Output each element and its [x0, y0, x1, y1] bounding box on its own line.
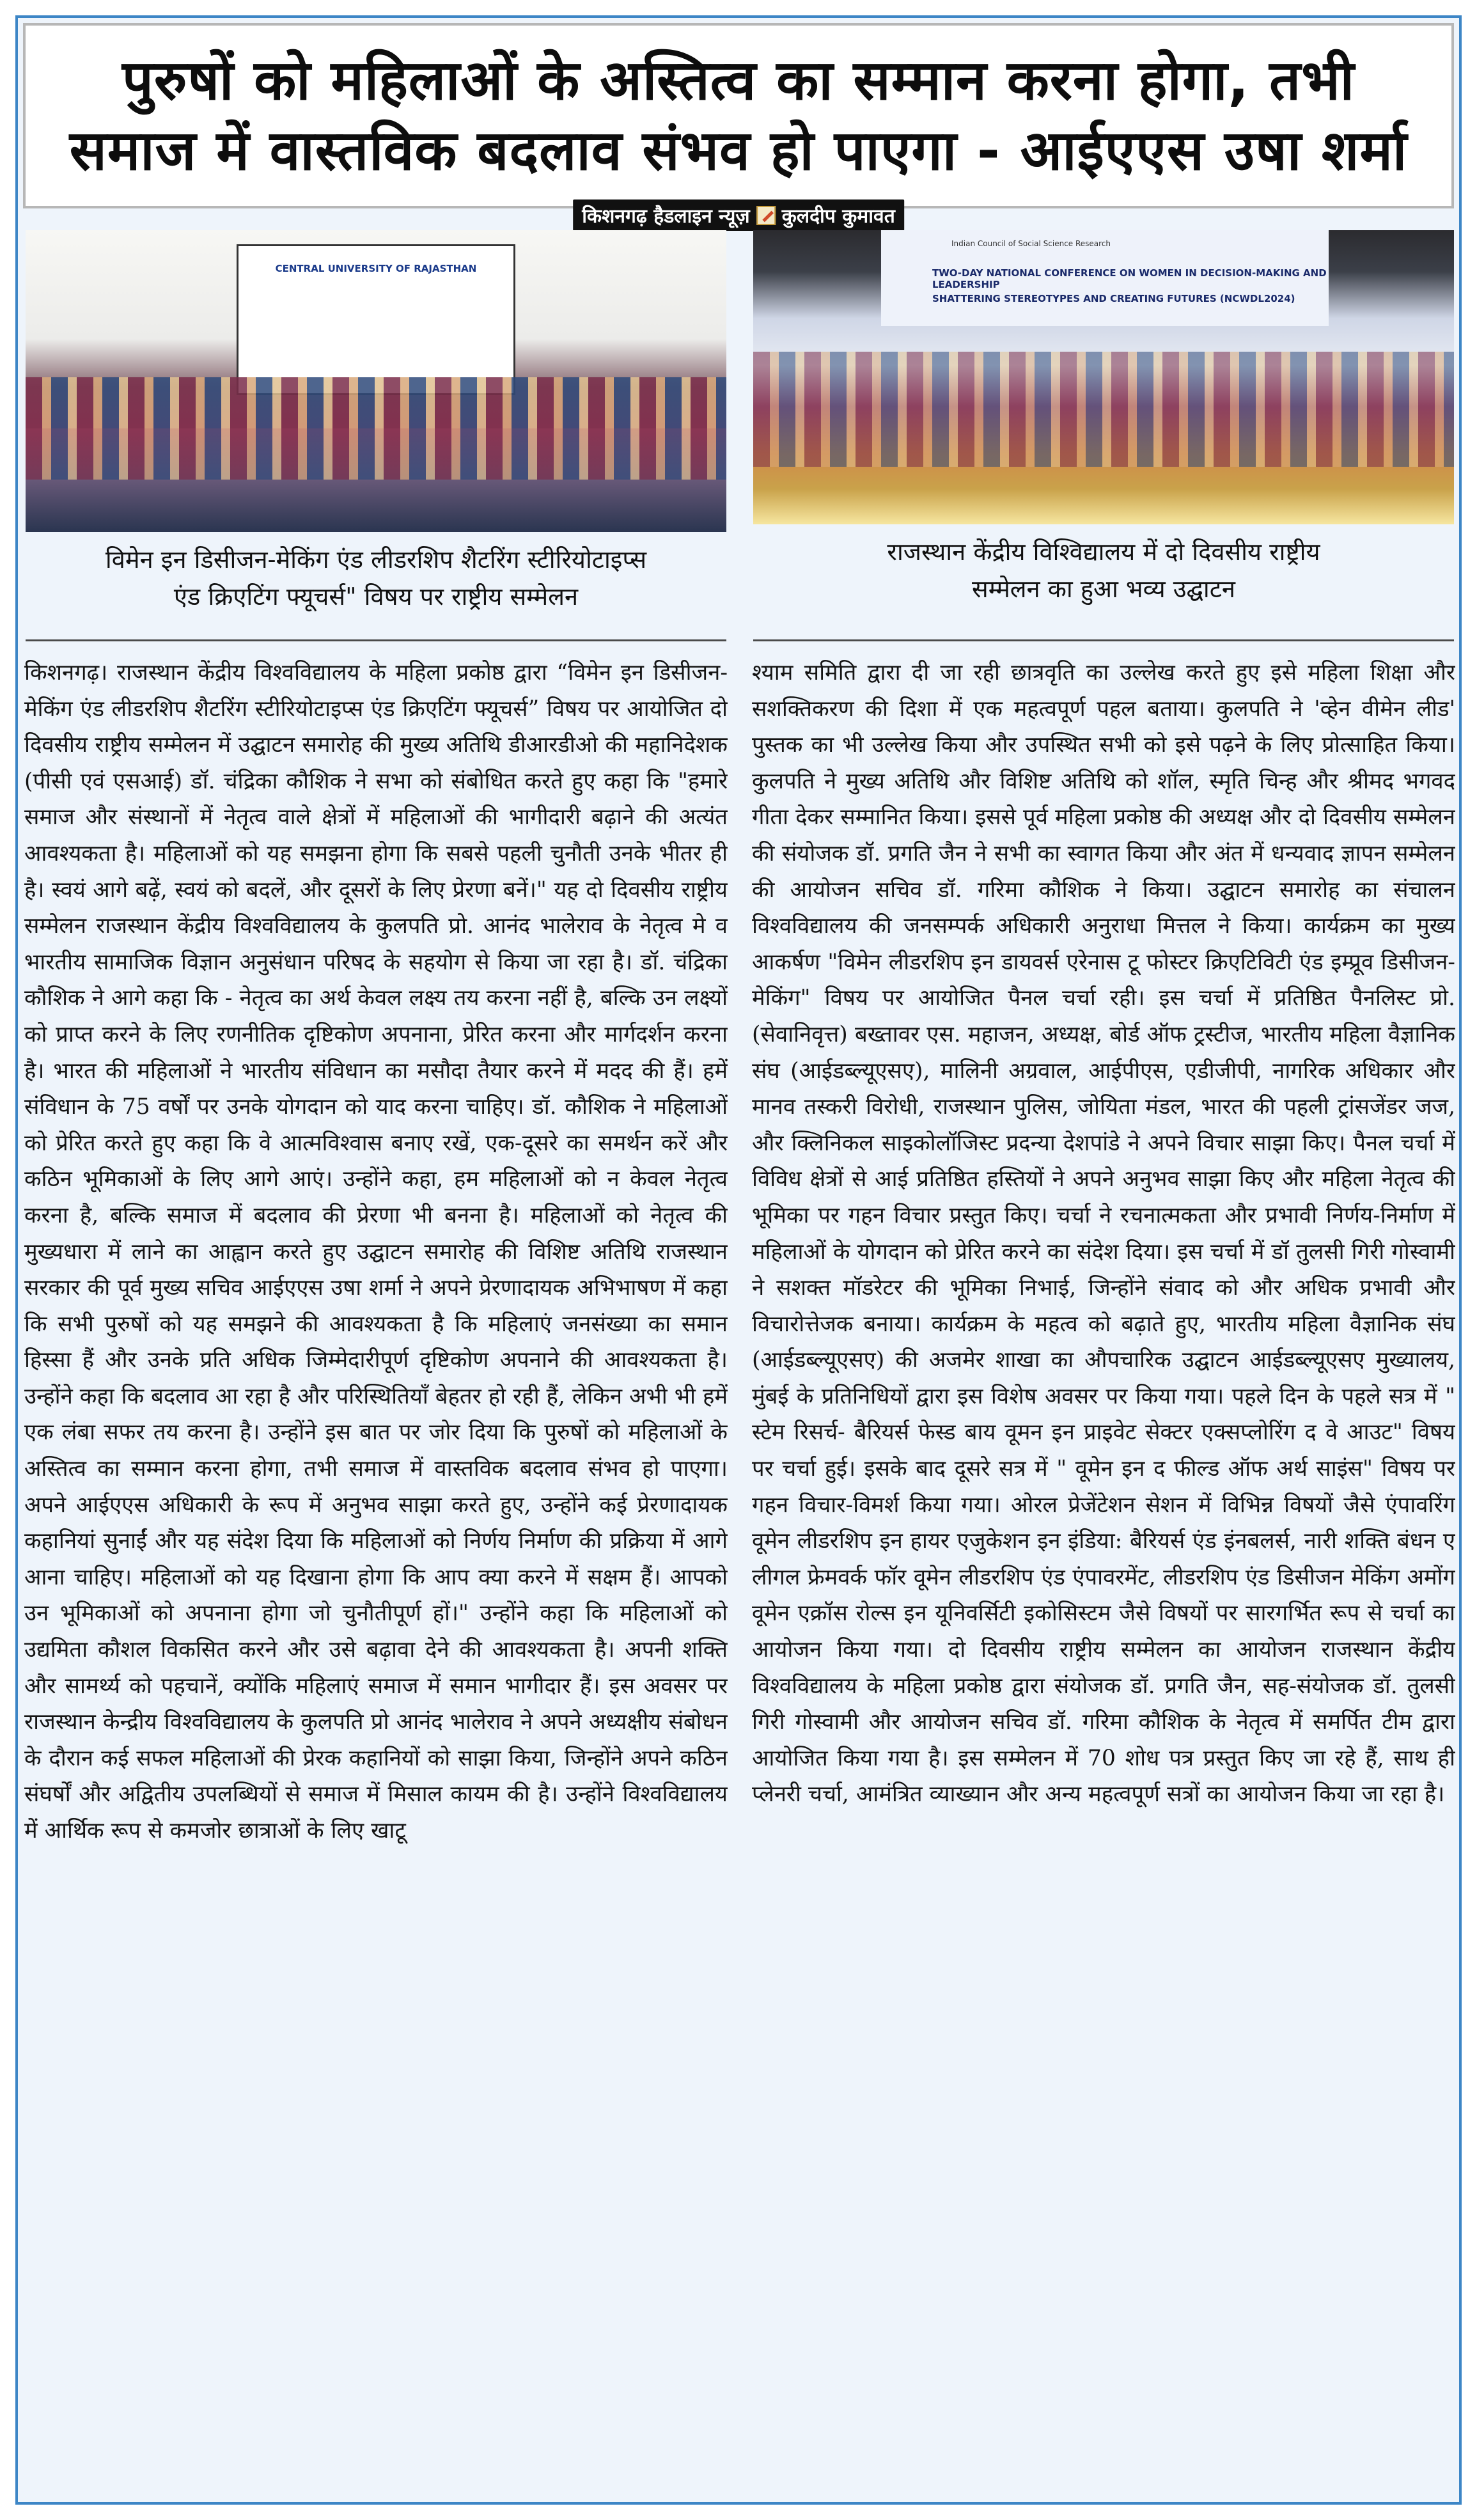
- photo-group-conference: [26, 230, 726, 532]
- divider-right: [753, 639, 1454, 641]
- byline: [573, 200, 904, 231]
- article-column-left: किशनगढ़। राजस्थान केंद्रीय विश्वविद्यालय के महिला प्रकोष्ठ द्वारा “विमेन इन डिसीजन-मेकिंग एंड लीडरशिप शैटरिंग स्टीरियोटाइप्स एंड क्रिएटिंग फ्यूचर्स” विषय पर आयोजित दो दिवसीय राष्ट्रीय सम्मेलन में उद्घाटन समारोह की मुख्य अतिथि डीआरडीओ की महानिदेशक (पीसी एवं एसआई) डॉ. चंद्रिका कौशिक ने सभा को संबोधित करते हुए कहा कि "हमारे समाज और संस्थानों में नेतृत्व वाले क्षेत्रों में महिलाओं की भागीदारी बढ़ाने की अत्यंत आवश्यकता है। महिलाओं को यह समझना होगा कि सबसे पहली चुनौती उनके भीतर ही है। स्वयं आगे बढ़ें, स्वयं को बदलें, और दूसरों के लिए प्रेरणा बनें।" यह दो दिवसीय राष्ट्रीय सम्मेलन राजस्थान केंद्रीय विश्वविद्यालय के कुलपति प्रो. आनंद भालेराव के नेतृत्व मे व भारतीय सामाजिक विज्ञान अनुसंधान परिषद के सहयोग से किया जा रहा है। डॉ. चंद्रिका कौशिक ने आगे कहा कि - नेतृत्व का अर्थ केवल लक्ष्य तय करना नहीं है, बल्कि उन लक्ष्यों को प्राप्त करने के लिए रणनीतिक दृष्टिकोण अपनाना, प्रेरित करना और मार्गदर्शन करना है। भारत की महिलाओं ने भारतीय संविधान का मसौदा तैयार करने में मदद की हैं। हमें संविधान के 75 वर्षों पर उनके योगदान को याद करना चाहिए। डॉ. कौशिक ने महिलाओं को प्रेरित करते हुए कहा कि वे आत्मविश्वास बनाए रखें, एक-दूसरे का समर्थन करें और कठिन भूमिकाओं के लिए आगे आएं। उन्होंने कहा, हम महिलाओं को न केवल नेतृत्व करना है, बल्कि समाज में बदलाव की प्रेरणा भी बनना है। महिलाओं को नेतृत्व की मुख्यधारा में लाने का आह्वान करते हुए उद्घाटन समारोह की विशिष्ट अतिथि राजस्थान सरकार की पूर्व मुख्य सचिव आईएएस उषा शर्मा ने अपने प्रेरणादायक अभिभाषण में कहा कि सभी पुरुषों को यह समझने की आवश्यकता है कि महिलाएं जनसंख्या का समान हिस्सा हैं और उनके प्रति अधिक जिम्मेदारीपूर्ण दृष्टिकोण अपनाने की आवश्यकता है। उन्होंने कहा कि बदलाव आ रहा है और परिस्थितियाँ बेहतर हो रही हैं, लेकिन अभी भी हमें एक लंबा सफर तय करना है। उन्होंने इस बात पर जोर दिया कि पुरुषों को महिलाओं के अस्तित्व का सम्मान करना होगा, तभी समाज में वास्तविक बदलाव संभव हो पाएगा। अपने आईएएस अधिकारी के रूप में अनुभव साझा करते हुए, उन्होंने कई प्रेरणादायक कहानियां सुनाईं और यह संदेश दिया कि महिलाओं को निर्णय निर्माण की प्रक्रिया में आगे आना चाहिए। महिलाओं को यह दिखाना होगा कि आप क्या करने में सक्षम हैं। आपको उन भूमिकाओं को अपनाना होगा जो चुनौतीपूर्ण हों।" उन्होंने कहा कि महिलाओं को उद्यमिता कौशल विकसित करने और उसे बढ़ावा देने की आवश्यकता है। अपनी शक्ति और सामर्थ्य को पहचानें, क्योंकि महिलाएं समाज में समान भागीदार हैं। इस अवसर पर राजस्थान केन्द्रीय विश्वविद्यालय के कुलपति प्रो आनंद भालेराव ने अपने अध्यक्षीय संबोधन के दौरान कई सफल महिलाओं की प्रेरक कहानियों को साझा किया, जिन्होंने अपने कठिन संघर्षों और अद्वितीय उपलब्धियों से समाज में मिसाल कायम की है। उन्होंने विश्वविद्यालय में आर्थिक रूप से कमजोर छात्राओं के लिए खाटू: [24, 660, 728, 1843]
- crowd-back-row: [26, 377, 726, 428]
- photo-inauguration: [753, 230, 1454, 524]
- pen-note-icon: [756, 206, 776, 225]
- banner-line-3: SHATTERING STEREOTYPES AND CREATING FUTURES (NCWDL2024): [932, 293, 1295, 304]
- headline-line-1: पुरुषों को महिलाओं के अस्तित्व का सम्मान करना होगा, तभी: [122, 49, 1355, 113]
- headline-box: [23, 23, 1454, 208]
- caption-right-line-2: सम्मेलन का हुआ भव्य उद्घाटन: [972, 575, 1235, 603]
- banner-line-2: TWO-DAY NATIONAL CONFERENCE ON WOMEN IN DECISION-MAKING AND LEADERSHIP: [932, 267, 1327, 290]
- divider-left: [26, 639, 726, 641]
- caption-left: [26, 541, 726, 615]
- caption-left-line-2: एंड क्रिएटिंग फ्यूचर्स" विषय पर राष्ट्रीय सम्मेलन: [173, 583, 579, 611]
- banner-line-1: Indian Council of Social Science Research: [951, 239, 1111, 248]
- conference-banner: [881, 230, 1329, 326]
- crowd-front-row: [26, 428, 726, 480]
- article-column-right: श्याम समिति द्वारा दी जा रही छात्रवृति का उल्लेख करते हुए इसे महिला शिक्षा और सशक्तिकरण की दिशा में एक महत्वपूर्ण पहल बताया। कुलपति ने 'व्हेन वीमेन लीड' पुस्तक का भी उल्लेख किया और उपस्थित सभी को इसे पढ़ने के लिए प्रोत्साहित किया। कुलपति ने मुख्य अतिथि और विशिष्ट अतिथि को शॉल, स्मृति चिन्ह और श्रीमद भगवद गीता देकर सम्मानित किया। इससे पूर्व महिला प्रकोष्ठ की अध्यक्ष और दो दिवसीय सम्मेलन की संयोजक डॉ. प्रगति जैन ने सभी का स्वागत किया और अंत में धन्यवाद ज्ञापन सम्मेलन की आयोजन सचिव डॉ. गरिमा कौशिक ने किया। उद्घाटन समारोह का संचालन विश्वविद्यालय की जनसम्पर्क अधिकारी अनुराधा मित्तल ने किया। कार्यक्रम का मुख्य आकर्षण "विमेन लीडरशिप इन डायवर्स एरेनास टू फोस्टर क्रिएटिविटी एंड इम्प्रूव डिसीजन-मेकिंग" विषय पर आयोजित पैनल चर्चा रही। इस चर्चा में प्रतिष्ठित पैनलिस्ट प्रो. (सेवानिवृत्त) बख्तावर एस. महाजन, अध्यक्ष, बोर्ड ऑफ ट्रस्टीज, भारतीय महिला वैज्ञानिक संघ (आईडब्ल्यूएसए), मालिनी अग्रवाल, आईपीएस, एडीजीपी, नागरिक अधिकार और मानव तस्करी विरोधी, राजस्थान पुलिस, जोयिता मंडल, भारत की पहली ट्रांसजेंडर जज, और क्लिनिकल साइकोलॉजिस्ट प्रदन्या देशपांडे ने अपने विचार साझा किए। पैनल चर्चा में विविध क्षेत्रों से आई प्रतिष्ठित हस्तियों ने अपने अनुभव साझा किए और महिला नेतृत्व की भूमिका पर गहन विचार प्रस्तुत किए। चर्चा ने रचनात्मकता और प्रभावी निर्णय-निर्माण में महिलाओं के योगदान को प्रेरित करने का संदेश दिया। इस चर्चा में डॉ तुलसी गिरी गोस्वामी ने सशक्त मॉडरेटर की भूमिका निभाई, जिन्होंने संवाद को और अधिक प्रभावी और विचारोत्तेजक बनाया। कार्यक्रम के महत्व को बढ़ाते हुए, भारतीय महिला वैज्ञानिक संघ (आईडब्ल्यूएसए) की अजमेर शाखा का औपचारिक उद्घाटन आईडब्ल्यूएसए मुख्यालय, मुंबई के प्रतिनिधियों द्वारा इस विशेष अवसर पर किया गया। पहले दिन के पहले सत्र में " स्टेम रिसर्च- बैरियर्स फेस्ड बाय वूमन इन प्राइवेट सेक्टर एक्सप्लोरिंग द वे आउट" विषय पर चर्चा हुई। इसके बाद दूसरे सत्र में " वूमेन इन द फील्ड ऑफ अर्थ साइंस" विषय पर गहन विचार-विमर्श किया गया। ओरल प्रेजेंटेशन सेशन में विभिन्न विषयों जैसे एंपावरिंग वूमेन लीडरशिप इन हायर एजुकेशन इन इंडिया: बैरियर्स एंड इंनबलर्स, नारी शक्ति बंधन ए लीगल फ्रेमवर्क फॉर वूमेन लीडरशिप एंड एंपावरमेंट, लीडरशिप एंड डिसीजन मेकिंग अमोंग वूमेन एक्रॉस रोल्स इन यूनिवर्सिटी इकोसिस्टम जैसे विषयों पर सारगर्भित रूप से चर्चा का आयोजन किया गया। दो दिवसीय राष्ट्रीय सम्मेलन का आयोजन राजस्थान केंद्रीय विश्वविद्यालय के महिला प्रकोष्ठ द्वारा संयोजक डॉ. प्रगति जैन, सह-संयोजक डॉ. तुलसी गिरी गोस्वामी और आयोजन सचिव डॉ. गरिमा कौशिक के नेतृत्व में समर्पित टीम द्वारा आयोजित किया गया है। इस सम्मेलन में 70 शोध पत्र प्रस्तुत किए जा रहे हैं, साथ ही प्लेनरी चर्चा, आमंत्रित व्याख्यान और अन्य महत्वपूर्ण सत्रों का आयोजन किया जा रहा है।: [752, 660, 1455, 1808]
- caption-left-line-1: विमेन इन डिसीजन-मेकिंग एंड लीडरशिप शैटरिंग स्टीरियोटाइप्स: [105, 545, 647, 574]
- stage-screen: [237, 244, 515, 395]
- dignitaries-row: [753, 352, 1454, 467]
- stage-screen-title: CENTRAL UNIVERSITY OF RAJASTHAN: [275, 263, 477, 274]
- byline-source: किशनगढ़ हैडलाइन न्यूज़: [582, 205, 750, 228]
- caption-right: [753, 533, 1454, 607]
- caption-right-line-1: राजस्थान केंद्रीय विश्विद्यालय में दो दिवसीय राष्ट्रीय: [887, 538, 1320, 566]
- byline-author: कुलदीप कुमावत: [781, 205, 895, 228]
- headline-line-2: समाज में वास्तविक बदलाव संभव हो पाएगा - आईएएस उषा शर्मा: [69, 119, 1408, 183]
